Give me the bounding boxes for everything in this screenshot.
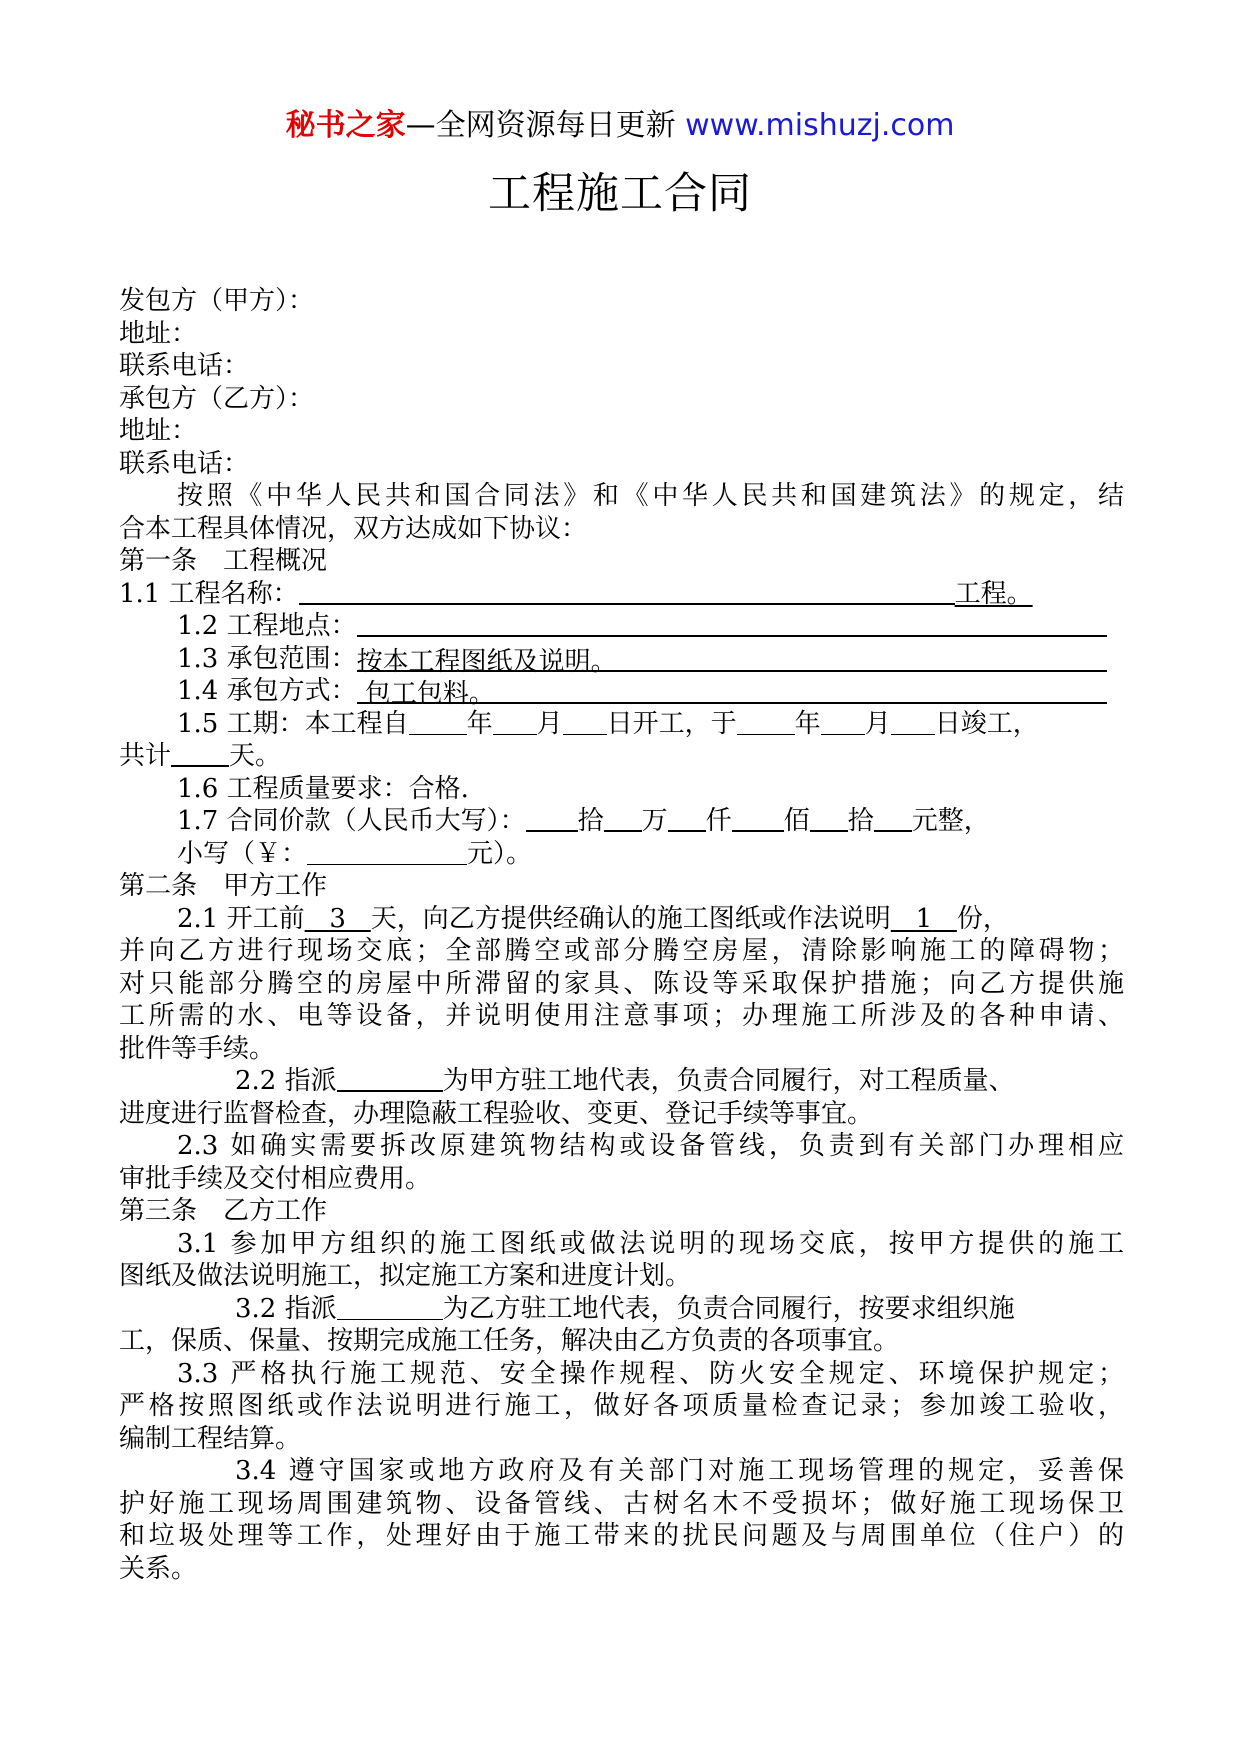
clause-3-1-line-1: 3.1 参加甲方组织的施工图纸或做法说明的现场交底，按甲方提供的施工 xyxy=(177,1228,1124,1259)
brand-name: 秘书之家 xyxy=(285,108,406,143)
price-unit-1: 拾 xyxy=(577,806,604,836)
price-small-label: 小写（￥： xyxy=(177,838,308,869)
month-label-1: 月 xyxy=(536,708,563,739)
banner-slogan: 全网资源每日更新 xyxy=(435,108,676,143)
days-value: 3 xyxy=(329,903,346,934)
clause-2-3-line-2: 审批手续及交付相应费用。 xyxy=(119,1163,432,1194)
clause-1-6: 1.6 工程质量要求：合格. xyxy=(177,773,469,804)
clause-2-1-a: 2.1 开工前 xyxy=(177,903,305,934)
clause-1-2 xyxy=(119,610,1124,643)
price-blank-1 xyxy=(526,806,578,832)
copies-value: 1 xyxy=(915,903,933,934)
clause-3-4-line-3: 和垃圾处理等工作，处理好由于施工带来的扰民问题及与周围单位（住户）的 xyxy=(119,1521,1124,1551)
clause-2-1-copies xyxy=(891,904,957,934)
party-b-phone: 联系电话： xyxy=(119,448,250,479)
period-label: 1.5 工期：本工程自 xyxy=(177,708,409,739)
clause-1-5-total xyxy=(119,740,1124,773)
party-a-phone: 联系电话： xyxy=(119,351,250,381)
year-label-2: 年 xyxy=(794,708,821,739)
year-label-1: 年 xyxy=(466,708,493,739)
mode-label: 1.4 承包方式： xyxy=(177,676,357,706)
party-b-address: 地址： xyxy=(119,416,198,446)
end-month-blank xyxy=(821,710,865,735)
contract-body xyxy=(119,285,1124,1585)
start-day-blank xyxy=(563,710,607,735)
price-blank-2 xyxy=(604,806,642,832)
clause-2-2-b: 为甲方驻工地代表，负责合同履行，对工程质量、 xyxy=(442,1066,1015,1096)
clause-2-1-line-4: 工所需的水、电等设备，并说明使用注意事项；办理施工所涉及的各种申请、 xyxy=(119,1001,1124,1031)
mode-value: 包工包料。 xyxy=(364,679,495,709)
end-day-blank xyxy=(891,710,935,735)
price-unit-4: 佰 xyxy=(783,806,810,836)
party-b-rep-blank xyxy=(337,1295,443,1320)
scope-field xyxy=(356,646,1107,677)
project-name-suffix: 工程。 xyxy=(954,578,1033,609)
document-title: 工程施工合同 xyxy=(488,169,752,219)
price-blank-6 xyxy=(874,806,912,832)
article-1-heading: 第一条 工程概况 xyxy=(119,546,328,576)
intro-line-2: 合本工程具体情况，双方达成如下协议： xyxy=(119,513,588,544)
month-label-2: 月 xyxy=(864,708,891,739)
party-b-label: 承包方（乙方）： xyxy=(119,383,315,414)
start-year-blank xyxy=(409,710,467,735)
clause-2-1-line-3: 对只能部分腾空的房屋中所滞留的家具、陈设等采取保护措施；向乙方提供施 xyxy=(119,968,1124,999)
article-3-heading: 第三条 乙方工作 xyxy=(119,1196,328,1226)
clause-3-2-b: 为乙方驻工地代表，负责合同履行，按要求组织施 xyxy=(442,1293,1015,1324)
end-year-blank xyxy=(737,710,795,735)
clause-2-1-b: 天，向乙方提供经确认的施工图纸或作法说明 xyxy=(370,903,891,934)
clause-2-1-c: 份， xyxy=(956,903,1009,934)
price-blank-3 xyxy=(668,806,706,832)
clause-2-2-line-2: 进度进行监督检查，办理隐蔽工程验收、变更、登记手续等事宜。 xyxy=(119,1098,874,1129)
clause-3-2-line-2: 工，保质、保量、按期完成施工任务，解决由乙方负责的各项事宜。 xyxy=(119,1326,900,1356)
clause-3-3-line-3: 编制工程结算。 xyxy=(119,1423,302,1454)
party-a-address: 地址： xyxy=(119,318,198,349)
party-a-rep-blank xyxy=(337,1066,443,1092)
clause-3-4-line-4: 关系。 xyxy=(119,1553,198,1584)
price-small-end: 元）。 xyxy=(467,838,533,869)
start-day-text: 日开工，于 xyxy=(606,708,737,739)
clause-2-1-line-1 xyxy=(119,903,1124,936)
clause-2-2-line-1 xyxy=(119,1065,1124,1098)
project-location-label: 1.2 工程地点： xyxy=(177,611,357,641)
project-name-blank xyxy=(299,579,955,605)
article-2-heading: 第二条 甲方工作 xyxy=(119,871,328,901)
price-unit-3: 仟 xyxy=(705,806,732,836)
intro-line-1: 按照《中华人民共和国合同法》和《中华人民共和国建筑法》的规定，结 xyxy=(177,481,1124,511)
clause-3-4-line-1: 3.4 遵守国家或地方政府及有关部门对施工现场管理的规定，妥善保 xyxy=(235,1456,1124,1486)
clause-2-2-a: 2.2 指派 xyxy=(235,1066,337,1096)
clause-3-3-line-2: 严格按照图纸或作法说明进行施工，做好各项质量检查记录；参加竣工验收， xyxy=(119,1391,1124,1421)
clause-2-1-line-2: 并向乙方进行现场交底；全部腾空或部分腾空房屋，清除影响施工的障碍物； xyxy=(119,936,1124,966)
clause-1-1 xyxy=(119,578,1124,611)
price-blank-5 xyxy=(810,806,848,832)
party-a-label: 发包方（甲方）： xyxy=(119,286,315,316)
project-name-label: 1.1 工程名称： xyxy=(119,578,299,609)
clause-1-4 xyxy=(119,675,1124,708)
clause-2-3-line-1: 2.3 如确实需要拆改原建筑物结构或设备管线，负责到有关部门办理相应 xyxy=(177,1131,1124,1161)
clause-3-4-line-2: 护好施工现场周围建筑物、设备管线、古树名木不受损坏；做好施工现场保卫 xyxy=(119,1488,1124,1519)
clause-3-2-line-1 xyxy=(119,1293,1124,1326)
total-days-blank xyxy=(171,741,229,767)
clause-1-5 xyxy=(119,708,1124,741)
clause-1-3 xyxy=(119,643,1124,676)
banner-url[interactable]: www.mishuzj.com xyxy=(685,108,955,143)
clause-2-1-line-5: 批件等手续。 xyxy=(119,1033,276,1064)
project-location-blank xyxy=(357,611,1107,637)
price-label: 1.7 合同价款（人民币大写）： xyxy=(177,806,526,836)
scope-value: 按本工程图纸及说明。 xyxy=(356,646,617,677)
scope-label: 1.3 承包范围： xyxy=(177,643,357,674)
clause-1-7 xyxy=(119,805,1124,838)
days-label: 天。 xyxy=(229,741,282,771)
price-small-blank xyxy=(307,840,467,865)
clause-3-1-line-2: 图纸及做法说明施工，拟定施工方案和进度计划。 xyxy=(119,1261,692,1291)
total-label: 共计 xyxy=(119,741,172,771)
start-month-blank xyxy=(493,710,537,735)
end-day-text: 日竣工， xyxy=(934,708,1039,739)
price-unit-5: 拾 xyxy=(847,806,874,836)
clause-2-1-days xyxy=(305,904,371,934)
price-blank-4 xyxy=(732,806,784,832)
clause-3-2-a: 3.2 指派 xyxy=(235,1293,337,1324)
clause-3-3-line-1: 3.3 严格执行施工规范、安全操作规程、防火安全规定、环境保护规定； xyxy=(177,1358,1124,1389)
banner-dash: — xyxy=(405,108,436,143)
mode-field xyxy=(357,678,1107,709)
price-unit-6: 元整， xyxy=(911,806,990,836)
site-banner xyxy=(0,100,1240,144)
price-unit-2: 万 xyxy=(641,806,668,836)
clause-1-7-small xyxy=(119,838,1124,871)
